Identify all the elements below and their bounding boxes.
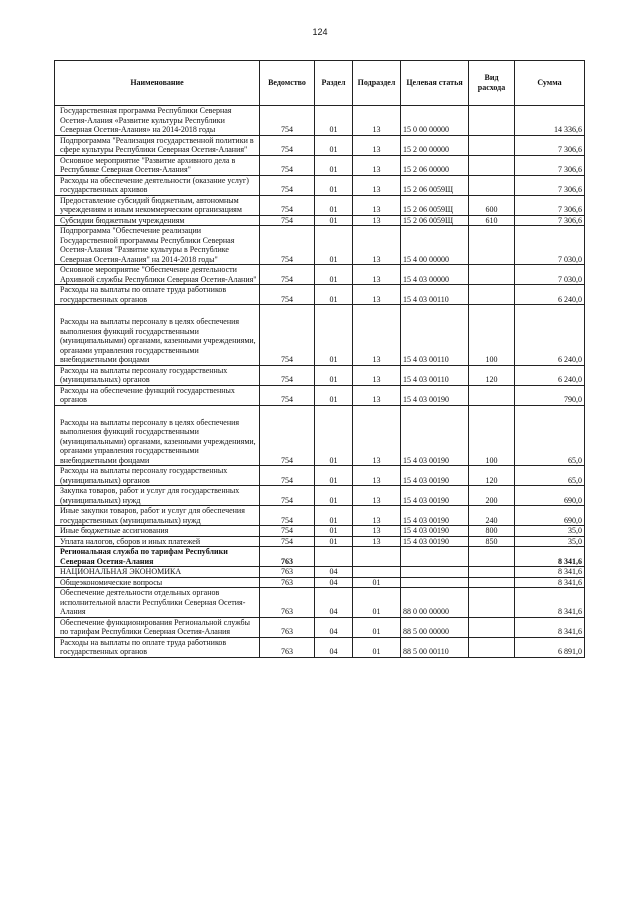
cell-vid <box>469 547 515 567</box>
cell-vid <box>469 226 515 265</box>
header-razdel: Раздел <box>315 61 353 106</box>
table-row <box>55 577 585 588</box>
header-statya: Целевая статья <box>401 61 469 106</box>
cell-ved: 763 <box>260 637 315 657</box>
row-name-text: Подпрограмма "Обеспечение реализации Государственной программы Республики Северная Осетия-Алания "Развитие культуры в Республике Северная Осетия-Алания" на 2014-2018 годы" <box>60 226 235 264</box>
cell-podrazdel: 13 <box>353 305 401 366</box>
cell-razdel: 01 <box>315 536 353 547</box>
cell-vid <box>469 285 515 305</box>
cell-statya: 88 0 00 00000 <box>401 588 469 618</box>
cell-statya: 15 2 00 00000 <box>401 135 469 155</box>
row-name-text: Основное мероприятие "Развитие архивного дела в Республике Северная Осетия-Алания" <box>60 155 236 174</box>
cell-razdel: 04 <box>315 617 353 637</box>
cell-razdel: 01 <box>315 215 353 226</box>
cell-summa: 65,0 <box>515 466 585 486</box>
cell-summa: 8 341,6 <box>515 617 585 637</box>
cell-summa: 8 341,6 <box>515 577 585 588</box>
table-row <box>55 405 585 466</box>
cell-ved: 754 <box>260 106 315 136</box>
cell-podrazdel: 01 <box>353 637 401 657</box>
cell-summa: 7 306,6 <box>515 195 585 215</box>
cell-name <box>55 106 260 136</box>
cell-name <box>55 195 260 215</box>
cell-vid <box>469 265 515 285</box>
table-row <box>55 365 585 385</box>
row-name-text: Государственная программа Республики Северная Осетия-Алания «Развитие культуры Республики Северная Осетия-Алания» на 2014-2018 годы <box>60 106 232 134</box>
cell-razdel: 01 <box>315 265 353 285</box>
cell-summa: 35,0 <box>515 536 585 547</box>
cell-ved: 763 <box>260 588 315 618</box>
cell-podrazdel: 13 <box>353 175 401 195</box>
cell-summa: 7 306,6 <box>515 155 585 175</box>
cell-summa: 8 341,6 <box>515 567 585 578</box>
cell-summa: 65,0 <box>515 405 585 466</box>
cell-podrazdel: 13 <box>353 265 401 285</box>
row-name-text: Расходы на выплаты по оплате труда работников государственных органов <box>60 285 227 304</box>
cell-statya: 88 5 00 00000 <box>401 617 469 637</box>
cell-vid: 850 <box>469 536 515 547</box>
row-name-text: Расходы на выплаты персоналу в целях обеспечения выполнения функций государственными (муниципальными) органами, казенными учреждениями, органами управления государственными внебюджетными фондами <box>60 317 256 364</box>
cell-razdel: 01 <box>315 195 353 215</box>
row-name-text: Основное мероприятие "Обеспечение деятельности Архивной службы Республики Северная Осетия-Алания" <box>60 265 257 284</box>
cell-ved: 754 <box>260 135 315 155</box>
cell-ved: 754 <box>260 265 315 285</box>
cell-razdel: 01 <box>315 155 353 175</box>
header-podrazdel: Подраздел <box>353 61 401 106</box>
cell-ved: 754 <box>260 486 315 506</box>
cell-ved: 754 <box>260 466 315 486</box>
cell-podrazdel: 13 <box>353 226 401 265</box>
table-row <box>55 106 585 136</box>
cell-podrazdel: 13 <box>353 135 401 155</box>
page-number: 124 <box>312 27 328 37</box>
header-vid: Вид расхода <box>469 61 515 106</box>
cell-razdel: 01 <box>315 226 353 265</box>
cell-summa: 7 030,0 <box>515 265 585 285</box>
row-name-text: Расходы на обеспечение функций государственных органов <box>60 385 235 404</box>
cell-statya: 15 2 06 0059Щ <box>401 215 469 226</box>
cell-summa: 8 341,6 <box>515 588 585 618</box>
cell-statya: 15 4 03 00190 <box>401 385 469 405</box>
cell-podrazdel: 13 <box>353 506 401 526</box>
row-name-text: Уплата налогов, сборов и иных платежей <box>60 536 201 546</box>
cell-name <box>55 577 260 588</box>
cell-razdel: 04 <box>315 577 353 588</box>
cell-podrazdel: 13 <box>353 365 401 385</box>
cell-vid <box>469 617 515 637</box>
cell-summa: 7 306,6 <box>515 215 585 226</box>
cell-summa: 6 891,0 <box>515 637 585 657</box>
cell-statya: 15 4 03 00190 <box>401 506 469 526</box>
cell-vid: 100 <box>469 405 515 466</box>
cell-name <box>55 486 260 506</box>
cell-vid <box>469 106 515 136</box>
cell-name <box>55 215 260 226</box>
cell-podrazdel: 13 <box>353 466 401 486</box>
cell-name <box>55 305 260 366</box>
row-name-text: Расходы на обеспечение деятельности (оказание услуг) государственных архивов <box>60 175 249 194</box>
row-name-text: Расходы на выплаты персоналу государственных (муниципальных) органов <box>60 365 228 384</box>
cell-summa: 7 030,0 <box>515 226 585 265</box>
cell-name <box>55 547 260 567</box>
header-vedomstvo: Ведомство <box>260 61 315 106</box>
table-row <box>55 588 585 618</box>
cell-name <box>55 135 260 155</box>
cell-podrazdel: 13 <box>353 215 401 226</box>
cell-podrazdel: 01 <box>353 588 401 618</box>
cell-ved: 754 <box>260 226 315 265</box>
cell-name <box>55 588 260 618</box>
budget-table <box>54 60 585 658</box>
cell-ved: 754 <box>260 285 315 305</box>
cell-ved: 754 <box>260 215 315 226</box>
cell-podrazdel: 13 <box>353 405 401 466</box>
cell-name <box>55 285 260 305</box>
cell-name <box>55 365 260 385</box>
cell-statya: 15 2 06 0059Щ <box>401 175 469 195</box>
cell-vid: 610 <box>469 215 515 226</box>
cell-name <box>55 226 260 265</box>
cell-vid <box>469 155 515 175</box>
table-row <box>55 506 585 526</box>
cell-razdel: 01 <box>315 365 353 385</box>
table-row <box>55 466 585 486</box>
cell-name <box>55 155 260 175</box>
table-row <box>55 285 585 305</box>
row-name-text: НАЦИОНАЛЬНАЯ ЭКОНОМИКА <box>60 567 182 576</box>
cell-podrazdel: 13 <box>353 385 401 405</box>
cell-razdel: 01 <box>315 285 353 305</box>
cell-summa: 790,0 <box>515 385 585 405</box>
cell-name <box>55 637 260 657</box>
cell-vid <box>469 637 515 657</box>
table-row <box>55 385 585 405</box>
cell-summa: 35,0 <box>515 526 585 537</box>
cell-vid <box>469 588 515 618</box>
cell-name <box>55 175 260 195</box>
cell-razdel: 04 <box>315 588 353 618</box>
cell-name <box>55 265 260 285</box>
cell-ved: 754 <box>260 365 315 385</box>
cell-statya: 15 0 00 00000 <box>401 106 469 136</box>
cell-statya: 88 5 00 00110 <box>401 637 469 657</box>
cell-statya: 15 4 03 00190 <box>401 466 469 486</box>
cell-statya: 15 4 03 00000 <box>401 265 469 285</box>
cell-name <box>55 466 260 486</box>
table-row <box>55 195 585 215</box>
cell-statya: 15 4 00 00000 <box>401 226 469 265</box>
table-row <box>55 155 585 175</box>
table-row <box>55 486 585 506</box>
cell-name <box>55 536 260 547</box>
cell-razdel: 01 <box>315 175 353 195</box>
cell-ved: 763 <box>260 617 315 637</box>
table-row <box>55 567 585 578</box>
cell-name <box>55 405 260 466</box>
table-row <box>55 135 585 155</box>
cell-podrazdel: 13 <box>353 106 401 136</box>
row-name-text: Закупка товаров, работ и услуг для государственных (муниципальных) нужд <box>60 486 240 505</box>
cell-razdel: 01 <box>315 486 353 506</box>
table-row <box>55 637 585 657</box>
cell-ved: 754 <box>260 526 315 537</box>
row-name-text: Расходы на выплаты персоналу в целях обеспечения выполнения функций государственными (муниципальными) органами, казенными учреждениями, органами управления государственными внебюджетными фондами <box>60 417 256 465</box>
cell-statya <box>401 577 469 588</box>
table-header-row <box>55 61 585 106</box>
cell-summa: 690,0 <box>515 486 585 506</box>
cell-ved: 754 <box>260 305 315 366</box>
table-row <box>55 526 585 537</box>
cell-razdel: 04 <box>315 637 353 657</box>
cell-vid: 240 <box>469 506 515 526</box>
row-name-text: Иные закупки товаров, работ и услуг для обеспечения государственных (муниципальных) нужд <box>60 506 245 525</box>
header-name: Наименование <box>55 61 260 106</box>
cell-razdel <box>315 547 353 567</box>
cell-razdel: 01 <box>315 526 353 537</box>
cell-razdel: 01 <box>315 135 353 155</box>
row-name-text: Общеэкономические вопросы <box>60 577 163 587</box>
cell-summa: 6 240,0 <box>515 285 585 305</box>
cell-vid: 100 <box>469 305 515 366</box>
cell-statya: 15 4 03 00190 <box>401 536 469 547</box>
cell-podrazdel <box>353 547 401 567</box>
cell-statya: 15 4 03 00190 <box>401 526 469 537</box>
cell-razdel: 01 <box>315 405 353 466</box>
cell-statya: 15 4 03 00110 <box>401 365 469 385</box>
cell-podrazdel: 13 <box>353 195 401 215</box>
row-name-text: Расходы на выплаты по оплате труда работников государственных органов <box>60 637 227 656</box>
cell-ved: 754 <box>260 175 315 195</box>
table-row <box>55 265 585 285</box>
cell-ved: 763 <box>260 567 315 578</box>
cell-statya: 15 2 06 00000 <box>401 155 469 175</box>
cell-podrazdel: 13 <box>353 155 401 175</box>
cell-summa: 14 336,6 <box>515 106 585 136</box>
cell-vid <box>469 567 515 578</box>
cell-vid: 120 <box>469 466 515 486</box>
cell-vid: 800 <box>469 526 515 537</box>
cell-vid <box>469 175 515 195</box>
table-row <box>55 547 585 567</box>
table-row <box>55 617 585 637</box>
cell-podrazdel: 01 <box>353 617 401 637</box>
cell-podrazdel: 13 <box>353 285 401 305</box>
cell-razdel: 01 <box>315 385 353 405</box>
cell-statya: 15 4 03 00190 <box>401 405 469 466</box>
cell-podrazdel: 13 <box>353 486 401 506</box>
cell-vid: 600 <box>469 195 515 215</box>
row-name-text: Расходы на выплаты персоналу государственных (муниципальных) органов <box>60 466 228 485</box>
cell-razdel: 01 <box>315 466 353 486</box>
cell-vid <box>469 385 515 405</box>
table-row <box>55 305 585 366</box>
cell-vid: 200 <box>469 486 515 506</box>
cell-name <box>55 526 260 537</box>
cell-ved: 754 <box>260 405 315 466</box>
cell-ved: 754 <box>260 506 315 526</box>
cell-vid: 120 <box>469 365 515 385</box>
cell-summa: 690,0 <box>515 506 585 526</box>
cell-name <box>55 385 260 405</box>
cell-razdel: 01 <box>315 305 353 366</box>
cell-razdel: 04 <box>315 567 353 578</box>
cell-name <box>55 506 260 526</box>
row-name-text: Иные бюджетные ассигнования <box>60 526 169 535</box>
cell-statya <box>401 567 469 578</box>
cell-ved: 754 <box>260 385 315 405</box>
table-row <box>55 215 585 226</box>
row-name-text: Региональная служба по тарифам Республики Северная Осетия-Алания <box>60 547 228 566</box>
cell-summa: 7 306,6 <box>515 175 585 195</box>
cell-summa: 7 306,6 <box>515 135 585 155</box>
cell-podrazdel: 13 <box>353 526 401 537</box>
cell-vid <box>469 577 515 588</box>
row-name-text: Обеспечение деятельности отдельных органов исполнительной власти Республики Северная Осетия-Алания <box>60 588 246 616</box>
cell-ved: 763 <box>260 577 315 588</box>
row-name-text: Обеспечение функционирования Региональной службы по тарифам Республики Северная Осетия-Алания <box>60 617 250 636</box>
cell-name <box>55 567 260 578</box>
cell-name <box>55 617 260 637</box>
row-name-text: Подпрограмма "Реализация государственной политики в сфере культуры Республики Северная Осетия-Алания" <box>60 135 254 154</box>
cell-ved: 754 <box>260 155 315 175</box>
table-row <box>55 536 585 547</box>
table-row <box>55 175 585 195</box>
row-name-text: Субсидии бюджетным учреждениям <box>60 215 185 225</box>
cell-summa: 6 240,0 <box>515 305 585 366</box>
cell-statya: 15 4 03 00110 <box>401 305 469 366</box>
cell-ved: 754 <box>260 195 315 215</box>
cell-statya <box>401 547 469 567</box>
cell-podrazdel <box>353 567 401 578</box>
cell-statya: 15 4 03 00110 <box>401 285 469 305</box>
cell-ved: 763 <box>260 547 315 567</box>
row-name-text: Предоставление субсидий бюджетным, автономным учреждениям и иным некоммерческим организациям <box>60 195 242 214</box>
table-body <box>55 106 585 658</box>
header-summa: Сумма <box>515 61 585 106</box>
cell-statya: 15 2 06 0059Щ <box>401 195 469 215</box>
cell-summa: 6 240,0 <box>515 365 585 385</box>
cell-summa: 8 341,6 <box>515 547 585 567</box>
cell-razdel: 01 <box>315 106 353 136</box>
cell-podrazdel: 13 <box>353 536 401 547</box>
cell-vid <box>469 135 515 155</box>
cell-ved: 754 <box>260 536 315 547</box>
table-row <box>55 226 585 265</box>
cell-razdel: 01 <box>315 506 353 526</box>
cell-statya: 15 4 03 00190 <box>401 486 469 506</box>
cell-podrazdel: 01 <box>353 577 401 588</box>
